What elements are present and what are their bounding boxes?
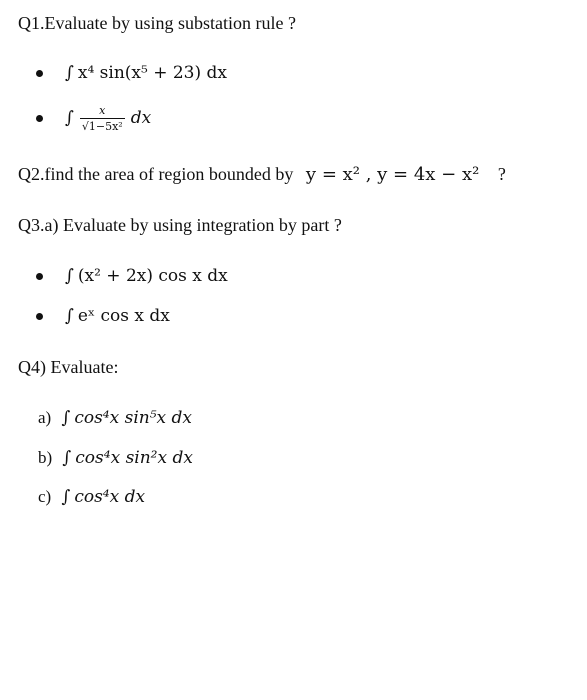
question-4-title: Q4) Evaluate: — [18, 357, 119, 377]
question-3-item-1 — [36, 266, 228, 286]
integral-symbol: ∫ — [61, 408, 71, 428]
part-label: c) — [38, 487, 52, 506]
part-b-expression: cos⁴x sin²x dx — [75, 448, 193, 468]
integral-symbol: ∫ — [65, 108, 74, 128]
q3-item1-expression: (x² + 2x) cos x dx — [77, 266, 228, 286]
differential: dx — [130, 108, 152, 128]
fraction — [80, 104, 125, 133]
bullet-icon — [36, 313, 43, 320]
question-2-equation: y = x² , y = 4x − x² — [305, 164, 480, 185]
fraction-denominator: √1−5x² — [81, 120, 123, 133]
question-4-part-b — [38, 448, 193, 468]
question-4-part-a — [38, 408, 192, 428]
part-c-expression: cos⁴x dx — [74, 487, 146, 507]
integral-symbol: ∫ — [65, 63, 74, 83]
q3-item2-expression: eˣ cos x dx — [77, 306, 170, 326]
part-a-expression: cos⁴x sin⁵x dx — [74, 408, 192, 428]
question-3-title: Q3.a) Evaluate by using integration by part ? — [18, 215, 342, 235]
question-1-item-1 — [36, 63, 227, 83]
question-2-mark: ? — [497, 164, 506, 184]
integral-symbol: ∫ — [61, 487, 71, 507]
question-1-item-2 — [36, 104, 151, 133]
question-4-part-c — [38, 487, 145, 507]
bullet-icon — [36, 273, 43, 280]
integral-symbol: ∫ — [65, 266, 74, 286]
question-2 — [18, 164, 506, 185]
integral-symbol: ∫ — [65, 306, 74, 326]
question-1-title: Q1.Evaluate by using substation rule ? — [18, 13, 296, 33]
question-3-item-2 — [36, 306, 170, 326]
integral-symbol: ∫ — [62, 448, 72, 468]
q1-item1-expression: x⁴ sin(x⁵ + 23) dx — [77, 63, 227, 83]
fraction-numerator: x — [99, 104, 106, 117]
question-2-text: Q2.find the area of region bounded by — [18, 164, 294, 184]
part-label: a) — [38, 408, 52, 427]
part-label: b) — [38, 448, 53, 467]
bullet-icon — [36, 115, 43, 122]
bullet-icon — [36, 70, 43, 77]
